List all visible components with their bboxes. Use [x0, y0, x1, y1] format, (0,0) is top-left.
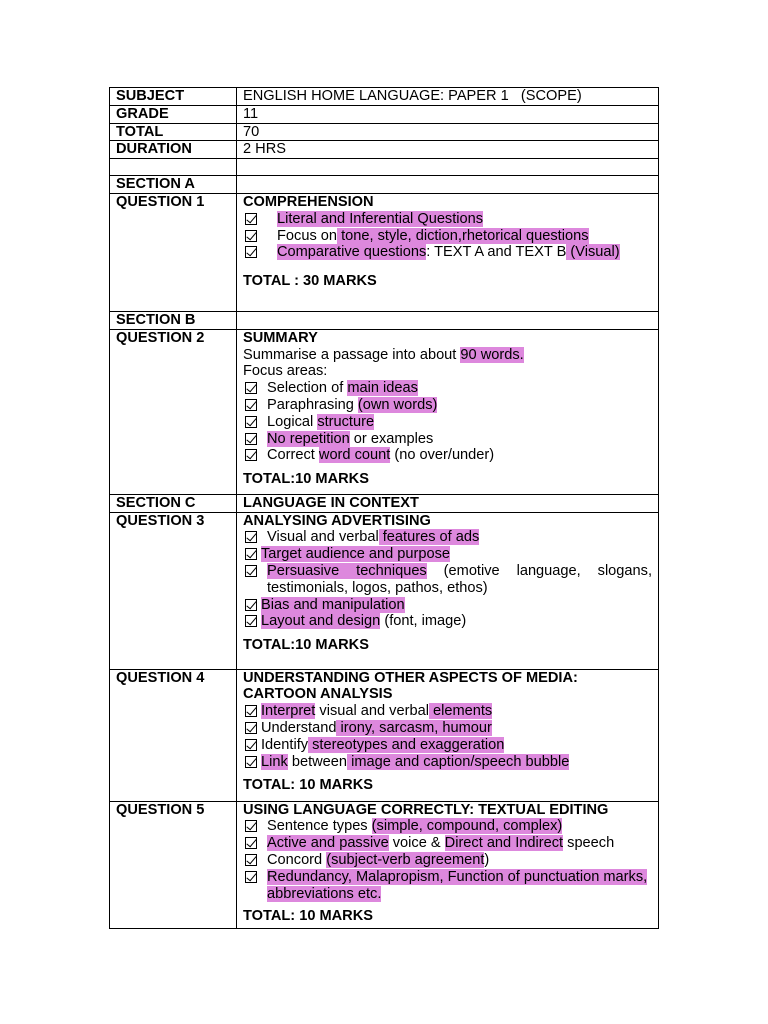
q3-item — [243, 597, 652, 614]
q2-item2-hl: (own words) — [357, 396, 438, 413]
q2-focus: Focus areas: — [243, 363, 328, 380]
checkbox-icon — [245, 449, 257, 461]
q5-heading: USING LANGUAGE CORRECTLY: TEXTUAL EDITING — [243, 801, 609, 818]
checkbox-icon — [245, 230, 257, 242]
question-3-label: QUESTION 3 — [110, 512, 237, 669]
q5-item1-hl: (simple, compound, complex) — [371, 818, 563, 835]
question-1-label: QUESTION 1 — [110, 193, 237, 311]
q2-intro — [243, 347, 652, 364]
q1-heading: COMPREHENSION — [243, 193, 374, 210]
q1-item — [243, 228, 652, 245]
q4-total: TOTAL: 10 MARKS — [243, 777, 373, 794]
q4-item — [243, 720, 652, 737]
checkbox-icon — [245, 871, 257, 883]
spacer-cell — [110, 159, 237, 176]
q5-total: TOTAL: 10 MARKS — [243, 908, 373, 925]
q1-item — [243, 211, 652, 228]
total-label: TOTAL — [110, 123, 237, 141]
q3-item1-hl: features of ads — [378, 529, 480, 546]
q2-item4-hl: No repetition — [267, 430, 350, 447]
question-3-content — [237, 512, 659, 669]
q2-item1-hl: main ideas — [347, 380, 418, 397]
checkbox-icon — [245, 416, 257, 428]
q3-item — [243, 613, 652, 630]
q3-item5-hl: Layout and design — [261, 613, 381, 630]
q2-item5-post: (no over/under) — [390, 447, 495, 464]
q4-item2-hl: irony, sarcasm, humour — [336, 719, 492, 736]
checkbox-icon — [245, 615, 257, 627]
checkbox-icon — [245, 756, 257, 768]
question-2-label: QUESTION 2 — [110, 329, 237, 494]
section-a-empty — [237, 176, 659, 194]
checkbox-icon — [245, 531, 257, 543]
q1-item3-mid: : TEXT A and TEXT B — [426, 244, 567, 261]
total-row — [110, 123, 659, 141]
q5-item — [243, 818, 652, 835]
question-2-content — [237, 329, 659, 494]
q2-item — [243, 414, 652, 431]
question-4-content — [237, 669, 659, 801]
q5-item3-pre: Concord — [267, 851, 327, 868]
question-1-row — [110, 193, 659, 311]
subject-label: SUBJECT — [110, 88, 237, 106]
q5-item4-hl: Redundancy, Malapropism, Function of punctuation marks, abbreviations etc. — [267, 868, 648, 902]
q2-item — [243, 447, 652, 464]
q5-item — [243, 852, 652, 869]
checkbox-icon — [245, 599, 257, 611]
q4-item1-mid: visual and verbal — [315, 703, 429, 720]
q5-item2-post: speech — [563, 835, 615, 852]
q2-item3-pre: Logical — [267, 413, 318, 430]
q2-total: TOTAL:10 MARKS — [243, 471, 369, 488]
grade-value: 11 — [237, 105, 659, 123]
question-4-label: QUESTION 4 — [110, 669, 237, 801]
q2-intro-pre: Summarise a passage into about — [243, 346, 461, 363]
question-2-row — [110, 329, 659, 494]
spacer-cell — [237, 159, 659, 176]
q5-item3-post: ) — [484, 851, 490, 868]
checkbox-icon — [245, 433, 257, 445]
q1-item2-hl: tone, style, diction,rhetorical questions — [337, 227, 589, 244]
total-value: 70 — [237, 123, 659, 141]
section-a-row — [110, 176, 659, 194]
q4-item — [243, 754, 652, 771]
q2-item — [243, 397, 652, 414]
q2-item5-pre: Correct — [267, 447, 319, 464]
q4-heading-1: UNDERSTANDING OTHER ASPECTS OF MEDIA: — [243, 669, 578, 686]
subject-row — [110, 88, 659, 106]
q5-item2-hl: Active and passive — [267, 835, 389, 852]
q1-item2-pre: Focus on — [277, 227, 338, 244]
section-b-label: SECTION B — [110, 311, 237, 329]
question-5-row — [110, 801, 659, 928]
scope-table — [109, 87, 659, 929]
question-3-row — [110, 512, 659, 669]
q1-item — [243, 244, 652, 261]
question-5-label: QUESTION 5 — [110, 801, 237, 928]
checkbox-icon — [245, 399, 257, 411]
q4-item1-hl: Interpret — [261, 703, 316, 720]
q4-item — [243, 737, 652, 754]
question-4-row — [110, 669, 659, 801]
checkbox-icon — [245, 820, 257, 832]
q2-item — [243, 380, 652, 397]
q5-item1-pre: Sentence types — [267, 818, 372, 835]
q4-item3-pre: Identify — [261, 736, 309, 753]
section-c-title: LANGUAGE IN CONTEXT — [237, 494, 659, 512]
q2-item4-post: or examples — [349, 430, 434, 447]
q4-item3-hl: stereotypes and exaggeration — [308, 736, 505, 753]
q3-item1-pre: Visual and verbal — [267, 529, 379, 546]
checkbox-icon — [245, 213, 257, 225]
q3-total: TOTAL:10 MARKS — [243, 637, 369, 654]
section-b-empty — [237, 311, 659, 329]
q2-item2-pre: Paraphrasing — [267, 396, 358, 413]
q5-item3-hl: (subject-verb agreement — [326, 851, 485, 868]
q1-item1-text: Literal and Inferential Questions — [277, 210, 484, 227]
q5-item — [243, 869, 652, 903]
section-c-label: SECTION C — [110, 494, 237, 512]
q2-item — [243, 431, 652, 448]
q5-item2-hl2: Direct and Indirect — [444, 835, 564, 852]
q1-item3-hl2: (Visual) — [566, 244, 620, 261]
q4-item4-hl2: image and caption/speech bubble — [347, 753, 570, 770]
q4-heading-2: CARTOON ANALYSIS — [243, 686, 393, 703]
checkbox-icon — [245, 548, 257, 560]
duration-label: DURATION — [110, 141, 237, 159]
grade-row — [110, 105, 659, 123]
spacer-row — [110, 159, 659, 176]
q4-item1-hl2: elements — [428, 703, 493, 720]
q3-item — [243, 529, 652, 546]
section-c-row — [110, 494, 659, 512]
q3-item4-hl: Bias and manipulation — [261, 596, 405, 613]
q4-item4-hl: Link — [261, 753, 288, 770]
duration-row — [110, 141, 659, 159]
q2-item1-pre: Selection of — [267, 380, 348, 397]
q3-item — [243, 563, 652, 597]
subject-value: ENGLISH HOME LANGUAGE: PAPER 1 (SCOPE) — [237, 88, 659, 106]
question-5-content — [237, 801, 659, 928]
q3-item3-post: (emotive language, slogans, testimonials, logos, pathos, ethos) — [267, 562, 652, 596]
checkbox-icon — [245, 837, 257, 849]
duration-value: 2 HRS — [237, 141, 659, 159]
checkbox-icon — [245, 246, 257, 258]
q2-item3-hl: structure — [317, 413, 375, 430]
q5-item2-mid: voice & — [388, 835, 445, 852]
q3-item — [243, 546, 652, 563]
checkbox-icon — [245, 382, 257, 394]
q3-item5-post: (font, image) — [380, 613, 467, 630]
checkbox-icon — [245, 722, 257, 734]
q5-item — [243, 835, 652, 852]
q2-heading: SUMMARY — [243, 329, 318, 346]
checkbox-icon — [245, 739, 257, 751]
checkbox-icon — [245, 705, 257, 717]
question-1-content — [237, 193, 659, 311]
checkbox-icon — [245, 854, 257, 866]
q1-total: TOTAL : 30 MARKS — [243, 273, 377, 290]
q2-item5-hl: word count — [318, 447, 391, 464]
q1-item3-hl: Comparative questions — [277, 244, 427, 261]
q3-item2-hl: Target audience and purpose — [261, 546, 451, 563]
q4-item2-pre: Understand — [261, 719, 337, 736]
q2-intro-hl: 90 words. — [460, 346, 524, 363]
section-a-label: SECTION A — [110, 176, 237, 194]
q4-item — [243, 703, 652, 720]
grade-label: GRADE — [110, 105, 237, 123]
q3-item3-hl: Persuasive techniques — [267, 562, 427, 579]
q3-heading: ANALYSING ADVERTISING — [243, 512, 431, 529]
checkbox-icon — [245, 565, 257, 577]
section-b-row — [110, 311, 659, 329]
q4-item4-mid: between — [287, 753, 348, 770]
